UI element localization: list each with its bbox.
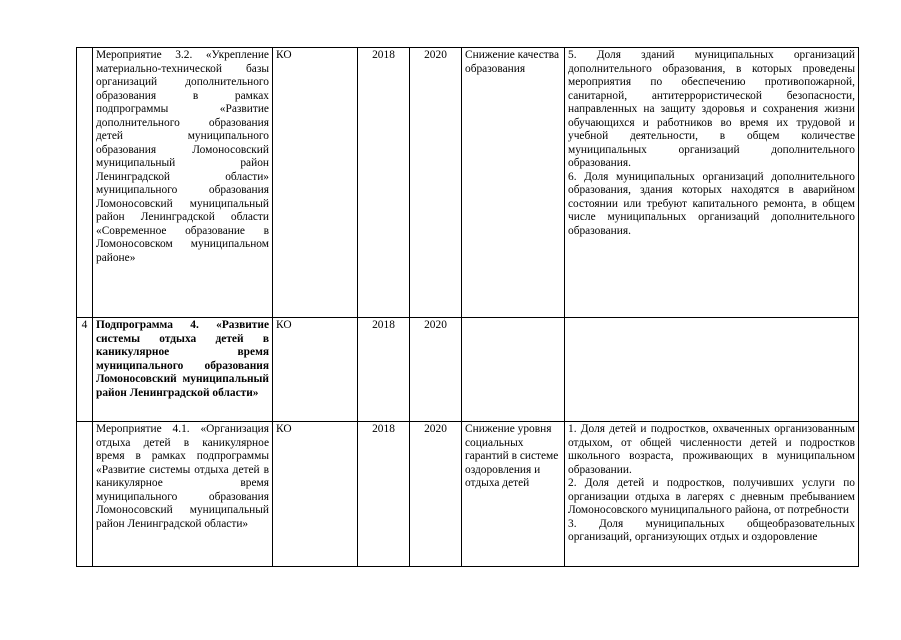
expected-result [462, 318, 565, 422]
year-end: 2020 [410, 318, 462, 422]
indicator-item: 5. Доля зданий муниципальных организаций дополнительного образования, в которых проведены мероприятия по обеспечению противопожарной, санитарной, антитеррористической безопасности, направленных на защиту здоровья и сохранения жизни обучающихся и работников во время их трудовой и учебной деятельности, в общем количестве муниципальных организаций дополнительного образования. [568, 49, 855, 169]
executor: КО [273, 48, 358, 318]
row-number [77, 48, 93, 318]
year-start: 2018 [358, 318, 410, 422]
executor: КО [273, 422, 358, 567]
year-start: 2018 [358, 422, 410, 567]
expected-result: Снижение уровня социальных гарантий в системе оздоровления и отдыха детей [462, 422, 565, 567]
indicator-item: 3. Доля муниципальных общеобразовательных организаций, организующих отдых и оздоровление [568, 517, 855, 543]
measures-table [76, 47, 859, 567]
indicators-cell [565, 422, 859, 567]
indicator-item: 6. Доля муниципальных организаций дополнительного образования, здания которых находятся в аварийном состоянии или требуют капитального ремонта, в общем числе муниципальных организаций дополнительного образования. [568, 170, 855, 237]
expected-result: Снижение качества образования [462, 48, 565, 318]
indicator-item: 2. Доля детей и подростков, получивших услуги по организации отдыха в лагерях с дневным пребыванием Ломоносовского муниципального района, от потребности [568, 477, 855, 516]
row-number [77, 422, 93, 567]
indicators-cell [565, 48, 859, 318]
table-row [77, 48, 859, 318]
table-row [77, 318, 859, 422]
measure-title: Мероприятие 3.2. «Укрепление материально-технической базы организаций дополнительного образования в рамках подпрограммы «Развитие дополнительного образования детей муниципального образования Ломоносовский муниципальный район Ленинградской области» муниципального образования Ломоносовский муниципальный район Ленинградской области «Современное образование в Ломоносовском муниципальном районе» [93, 48, 273, 318]
year-end: 2020 [410, 422, 462, 567]
indicators-cell [565, 318, 859, 422]
row-number: 4 [77, 318, 93, 422]
executor: КО [273, 318, 358, 422]
measure-title: Мероприятие 4.1. «Организация отдыха детей в каникулярное время в рамках подпрограммы «Развитие системы отдыха детей в каникулярное время муниципального образования Ломоносовский муниципальный район Ленинградской области» [93, 422, 273, 567]
year-end: 2020 [410, 48, 462, 318]
indicator-item: 1. Доля детей и подростков, охваченных организованным отдыхом, от общей численности детей и подростков школьного возраста, проживающих в муниципальном образовании. [568, 423, 855, 476]
subprogram-title: Подпрограмма 4. «Развитие системы отдыха детей в каникулярное время муниципального образования Ломоносовский муниципальный район Ленинградской области» [93, 318, 273, 422]
table-row [77, 422, 859, 567]
year-start: 2018 [358, 48, 410, 318]
